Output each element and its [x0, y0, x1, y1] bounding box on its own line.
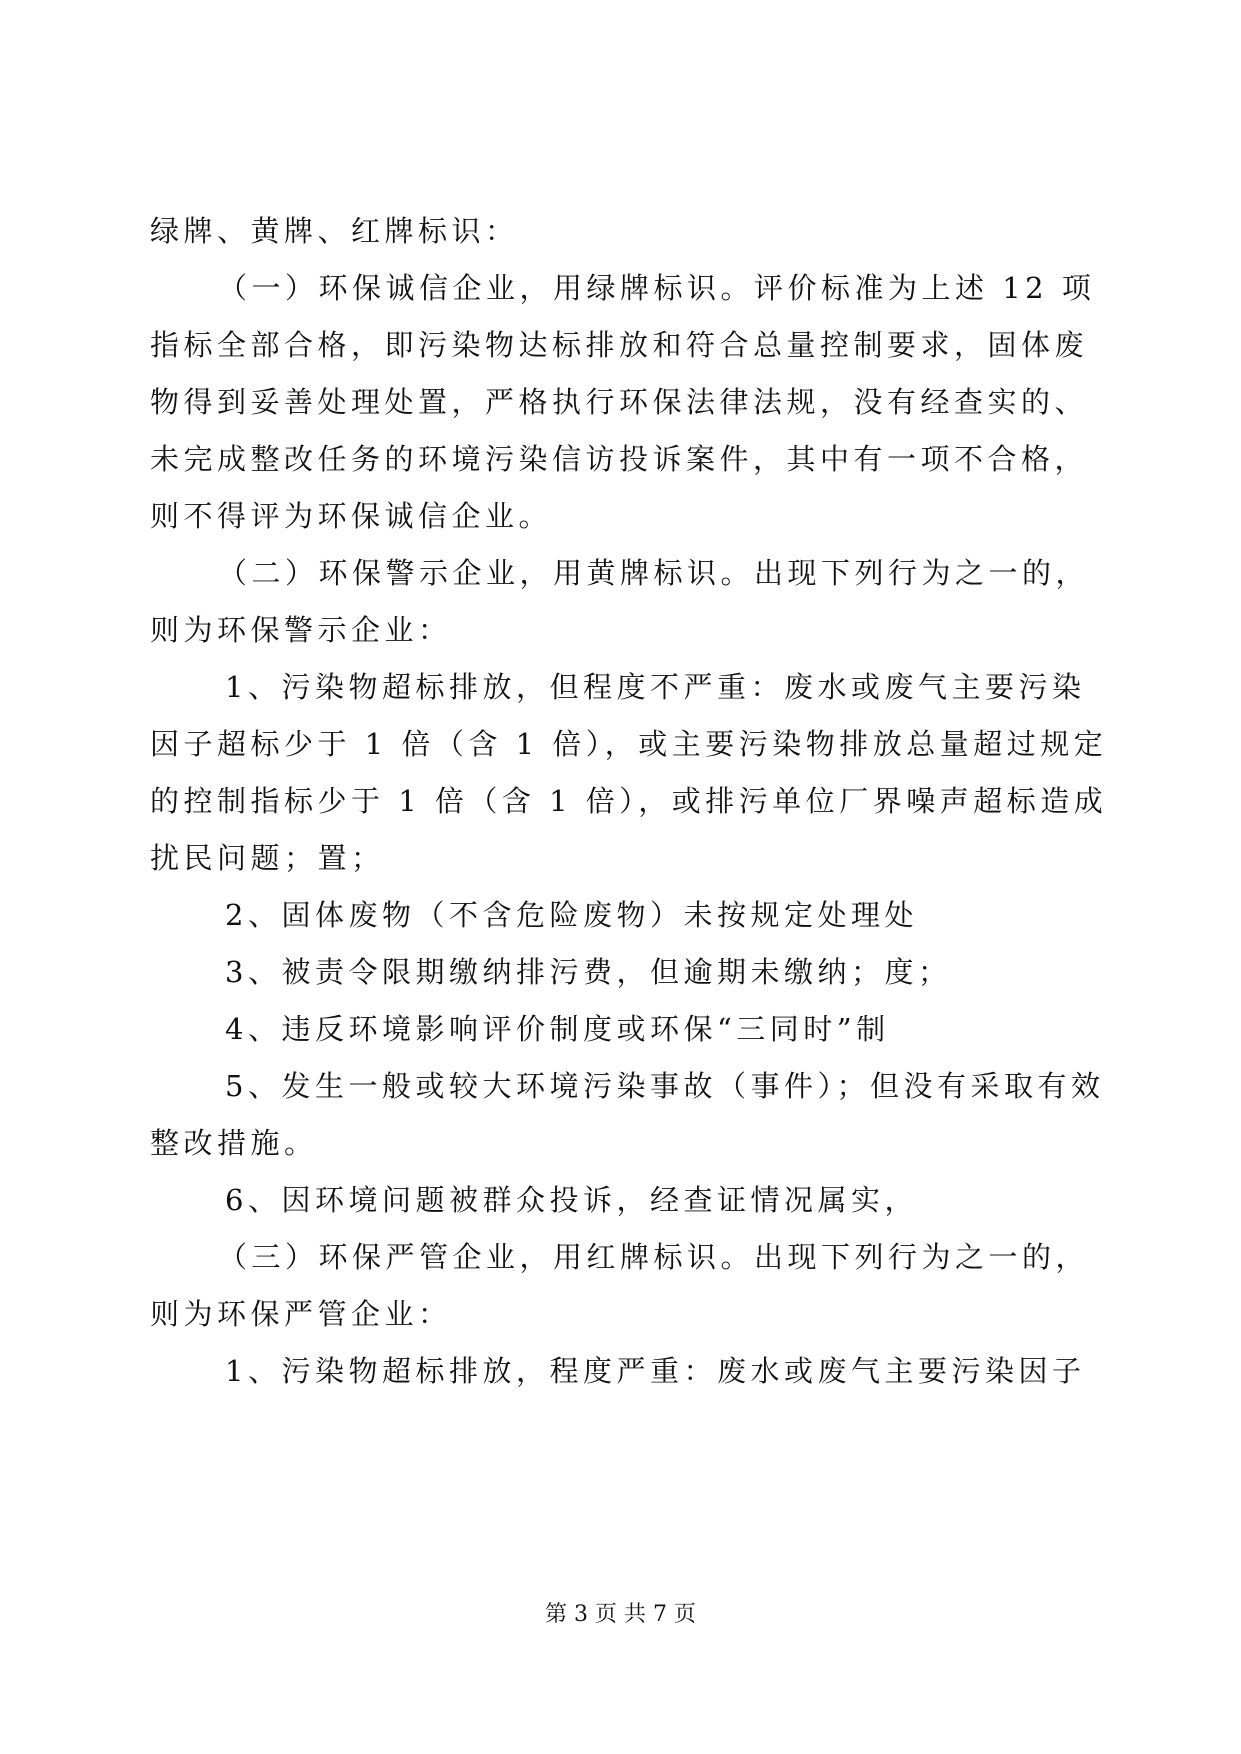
text-line: 指标全部合格，即污染物达标排放和符合总量控制要求，固体废: [150, 328, 1089, 362]
text-line: 6、因环境问题被群众投诉，经查证情况属实，: [225, 1183, 918, 1217]
text-line: 未完成整改任务的环境污染信访投诉案件，其中有一项不合格，: [150, 442, 1089, 476]
text-line: （一）环保诚信企业，用绿牌标识。评价标准为上述 12 项: [218, 271, 1096, 305]
text-line: 2、固体废物（不含危险废物）未按规定处理处: [225, 898, 918, 932]
text-line: 整改措施。: [150, 1126, 318, 1160]
text-line: 则不得评为环保诚信企业。: [150, 499, 553, 533]
text-line: 的控制指标少于 1 倍（含 1 倍），或排污单位厂界噪声超标造成: [150, 784, 1108, 818]
text-line: 物得到妥善处理处置，严格执行环保法律法规，没有经查实的、: [150, 385, 1089, 419]
text-line: 1、污染物超标排放，但程度不严重：废水或废气主要污染: [225, 670, 1086, 704]
page-number-footer: 第 3 页 共 7 页: [545, 1602, 696, 1627]
text-line: （二）环保警示企业，用黄牌标识。出现下列行为之一的，: [218, 556, 1090, 590]
text-line: 则为环保警示企业：: [150, 613, 452, 647]
text-line: 则为环保严管企业：: [150, 1297, 452, 1331]
text-line: 1、污染物超标排放，程度严重：废水或废气主要污染因子: [225, 1354, 1086, 1388]
text-line: 3、被责令限期缴纳排污费，但逾期未缴纳；度；: [225, 955, 952, 989]
text-line: 5、发生一般或较大环境污染事故（事件）；但没有采取有效: [225, 1069, 1105, 1103]
text-line: 绿牌、黄牌、红牌标识：: [150, 214, 519, 248]
text-line: 4、违反环境影响评价制度或环保“三同时”制: [225, 1012, 890, 1046]
text-line: 因子超标少于 1 倍（含 1 倍），或主要污染物排放总量超过规定: [150, 727, 1108, 761]
text-line: （三）环保严管企业，用红牌标识。出现下列行为之一的，: [218, 1240, 1090, 1274]
text-line: 扰民问题；置；: [150, 841, 385, 875]
